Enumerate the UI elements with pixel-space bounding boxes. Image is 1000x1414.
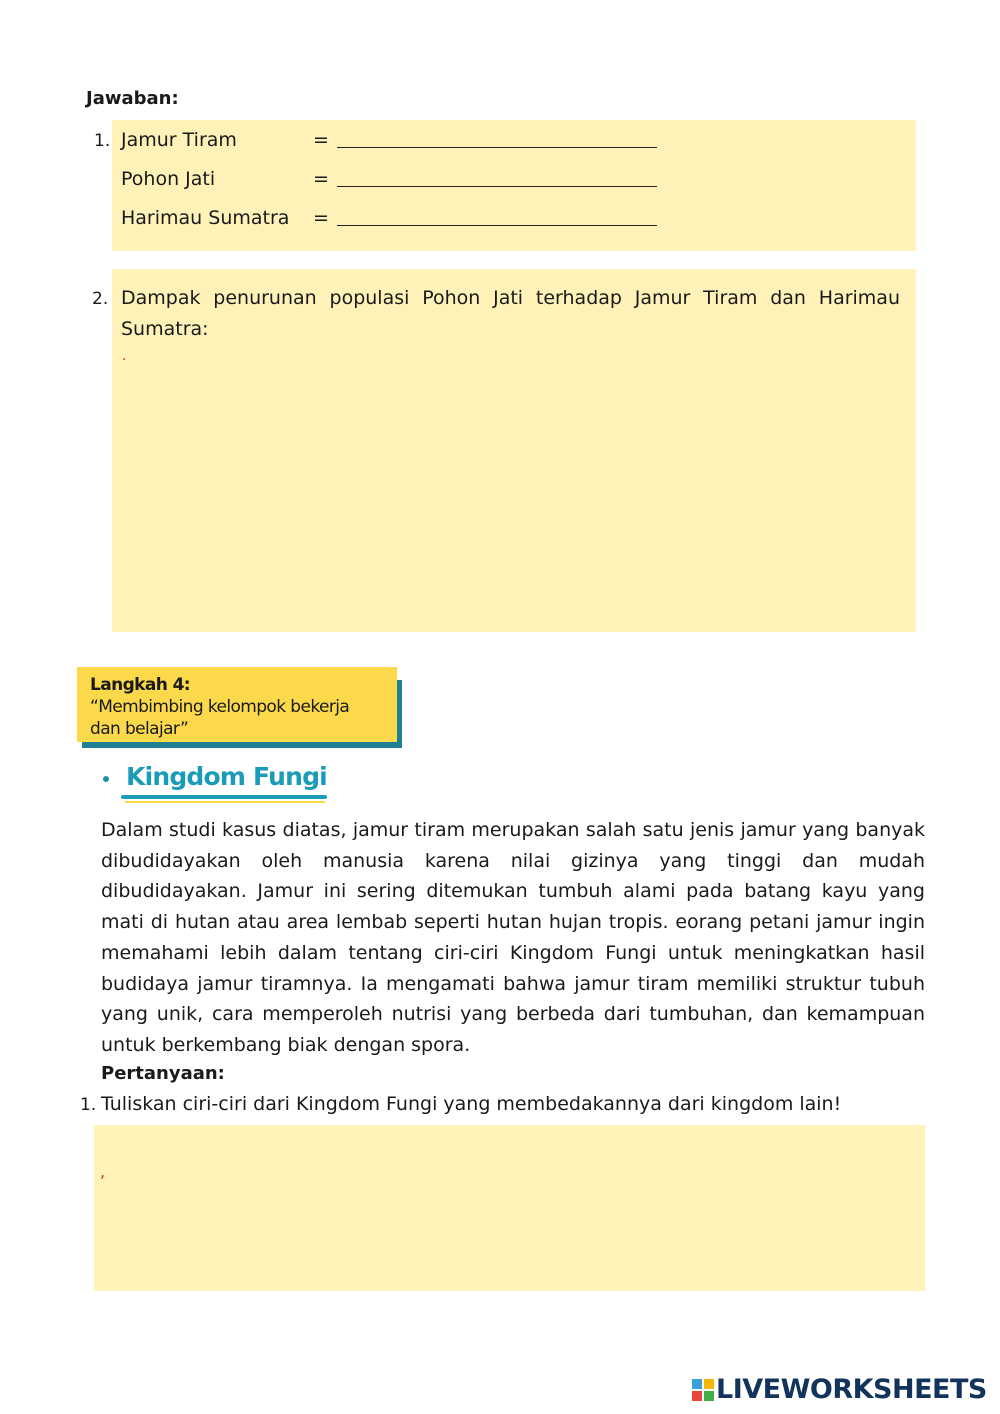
- case-study-paragraph: Dalam studi kasus diatas, jamur tiram merupakan salah satu jenis jamur yang banyak dibudidayakan oleh manusia karena nilai gizinya yang tinggi dan mudah dibudidayakan. Jamur ini sering ditemukan tumbuh alami pada batang kayu yang mati di hutan atau area lembab seperti hutan hujan tropis. eorang petani jamur ingin memahami lebih dalam tentang ciri-ciri Kingdom Fungi untuk meningkatkan hasil budidaya jamur tiramnya. Ia mengamati bahwa jamur tiram memiliki struktur tubuh yang unik, cara memperoleh nutrisi yang berbeda dari tumbuhan, dan kemampuan untuk berkembang biak dengan spora.: [101, 819, 925, 1056]
- row-label: Jamur Tiram: [121, 129, 237, 151]
- question-2-text: Dampak penurunan populasi Pohon Jati terhadap Jamur Tiram dan Harimau Sumatra:: [121, 287, 900, 340]
- fungi-question-text: Tuliskan ciri-ciri dari Kingdom Fungi yang membedakannya dari kingdom lain!: [101, 1093, 842, 1115]
- bullet-icon: [103, 776, 109, 782]
- question-1-number: 1.: [94, 131, 111, 151]
- answer-blank-jamur-tiram[interactable]: [337, 147, 657, 148]
- liveworksheets-logo-icon: [692, 1379, 714, 1401]
- answer-heading: Jawaban:: [86, 88, 179, 109]
- answer-box-2-mark: .: [122, 348, 127, 364]
- equals-sign: =: [313, 207, 329, 229]
- step-subtitle-line-1: “Membimbing kelompok bekerja: [90, 697, 350, 717]
- answer-box-3-mark: ,: [100, 1162, 106, 1181]
- liveworksheets-wordmark: LIVEWORKSHEETS: [716, 1374, 987, 1405]
- step-title: Langkah 4:: [90, 675, 191, 695]
- fungi-question-number: 1.: [80, 1095, 97, 1115]
- row-label: Harimau Sumatra: [121, 207, 290, 229]
- equals-sign: =: [313, 168, 329, 190]
- answer-blank-harimau-sumatra[interactable]: [337, 225, 657, 226]
- section-title: Kingdom Fungi: [126, 762, 327, 791]
- question-2-number: 2.: [92, 289, 109, 309]
- step-label-text: [90, 674, 395, 740]
- row-label: Pohon Jati: [121, 168, 216, 190]
- question-heading: Pertanyaan:: [101, 1063, 225, 1084]
- answer-blank-pohon-jati[interactable]: [337, 186, 657, 187]
- step-subtitle-line-2: dan belajar”: [90, 719, 189, 739]
- equals-sign: =: [313, 129, 329, 151]
- answer-box-3[interactable]: [94, 1125, 925, 1291]
- title-underline-accent: [125, 801, 325, 803]
- title-underline: [121, 795, 327, 799]
